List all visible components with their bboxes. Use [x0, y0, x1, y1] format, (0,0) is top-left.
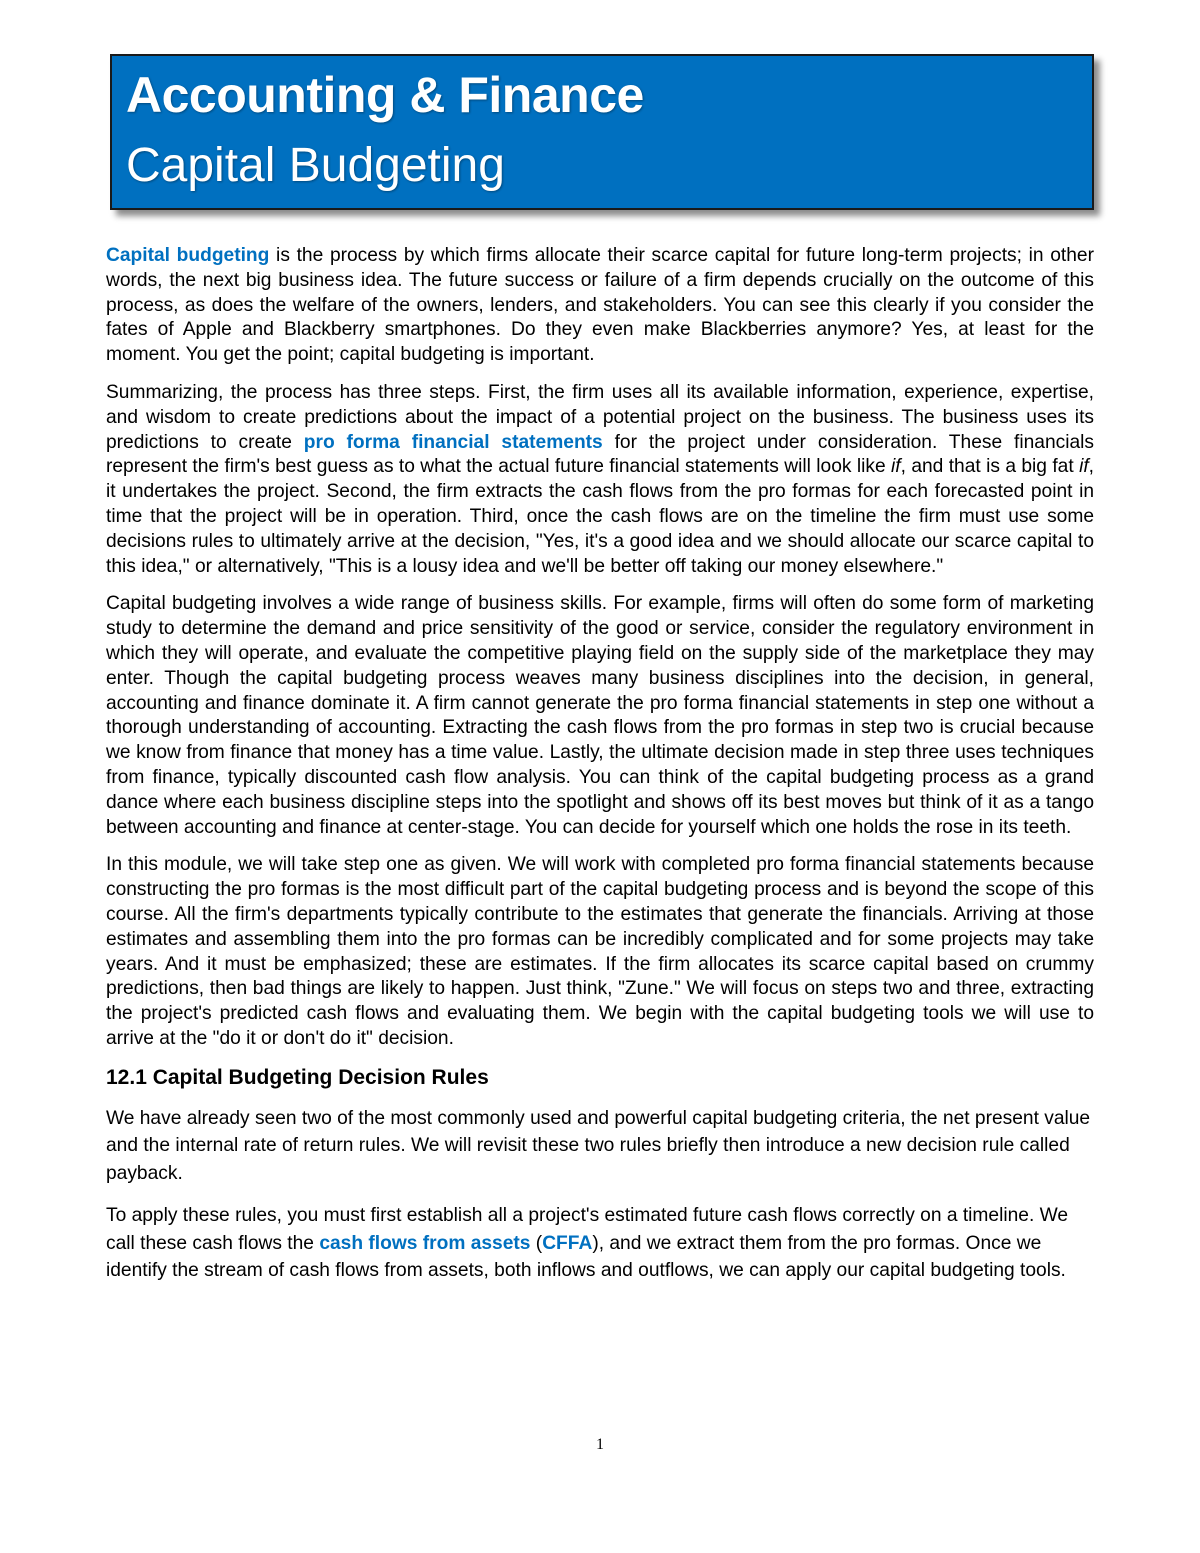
paragraph-text: (	[530, 1232, 543, 1254]
paragraph-text: for the project under consideration. These financials represent the firm's best guess as to what the actual future financial statements will look like	[106, 431, 1095, 478]
term-cffa: CFFA	[542, 1232, 593, 1254]
paragraph-module: In this module, we will take step one as given. We will work with completed pro forma financial statements because constructing the pro formas is the most difficult part of the capital budgeting process and is beyond the scope of this course. All the firm's departments typically contribute to the estimates that generate the financials. Arriving at those estimates and assembling them into the pro formas can be incredibly complicated and for some projects may take years. And it must be emphasized; these are estimates. If the firm allocates its scarce capital based on crummy predictions, then bad things are likely to happen. Just think, "Zune." We will focus on steps two and three, extracting the project's predicted cash flows and evaluating them. We begin with the capital budgeting tools we will use to arrive at the "do it or don't do it" decision.	[106, 854, 1094, 1049]
paragraph-text: Summarizing, the process has three steps. First, the firm uses all its available information, experience, expertise, and wisdom to create predictions about the impact of a potential project on the business. The business uses its predictions to create	[106, 381, 1094, 453]
paragraph-text: is the process by which firms allocate their scarce capital for future long-term projects; in other words, the next big business idea. The future success or failure of a firm depends crucially on the outcome of this process, as does the welfare of the owners, lenders, and stakeholders. You can see this clearly if you consider the fates of Apple and Blackberry smartphones. Do they even make Blackberries anymore? Yes, at least for the moment. You get the point; capital budgeting is important.	[106, 245, 1094, 366]
term-cash-flows-from-assets: cash flows from assets	[319, 1232, 531, 1254]
paragraph-text: , it undertakes the project. Second, the firm extracts the cash flows from the pro formas for each forecasted point in time that the project will be in operation. Third, once the cash flows are on the timeline the firm must use some decisions rules to ultimately arrive at the decision, "Yes, it's a good idea and we should allocate our scarce capital to this idea," or alternatively, "This is a lousy idea and we'll be better off taking our money elsewhere."	[106, 456, 1094, 577]
term-pro-forma: pro forma financial statements	[303, 431, 603, 453]
title-banner	[110, 54, 1094, 210]
document-body	[106, 244, 1094, 1300]
paragraph-summary	[106, 381, 1094, 579]
paragraph-skills: Capital budgeting involves a wide range of business skills. For example, firms will often do some form of marketing study to determine the demand and price sensitivity of the good or service, consider the regulatory environment in which they will operate, and evaluate the competitive playing field on the supply side of the marketplace they may enter. Though the capital budgeting process weaves many business disciplines into the decision, in general, accounting and finance dominate it. A firm cannot generate the pro forma financial statements in step one without a thorough understanding of accounting. Extracting the cash flows from the pro formas in step two is crucial because we know from finance that money has a time value. Lastly, the ultimate decision made in step three uses techniques from finance, typically discounted cash flow analysis. You can think of the capital budgeting process as a grand dance where each business discipline steps into the spotlight and shows off its best moves but think of it as a tango between accounting and finance at center-stage. You can decide for yourself which one holds the rose in its teeth.	[106, 593, 1094, 838]
paragraph-text: , and that is a big fat	[900, 456, 1080, 478]
paragraph-intro	[106, 244, 1094, 368]
paragraph-text: To apply these rules, you must first establish all a project's estimated future cash flows correctly on a timeline. We call these cash flows the	[106, 1205, 1069, 1254]
term-capital-budgeting: Capital budgeting	[106, 245, 270, 266]
paragraph-cffa	[106, 1202, 1094, 1285]
emphasis-if: if	[1079, 456, 1089, 478]
emphasis-if: if	[891, 456, 901, 478]
document-subtitle: Capital Budgeting	[126, 139, 505, 192]
page-number: 1	[596, 1436, 604, 1453]
section-heading: 12.1 Capital Budgeting Decision Rules	[106, 1065, 489, 1089]
paragraph-rules: We have already seen two of the most commonly used and powerful capital budgeting criteria, the net present value and the internal rate of return rules. We will revisit these two rules briefly then introduce a new decision rule called payback.	[106, 1107, 1091, 1184]
paragraph-text: ), and we extract them from the pro formas. Once we identify the stream of cash flows from assets, both inflows and outflows, we can apply our capital budgeting tools.	[106, 1232, 1066, 1282]
document-title: Accounting & Finance	[126, 67, 644, 123]
